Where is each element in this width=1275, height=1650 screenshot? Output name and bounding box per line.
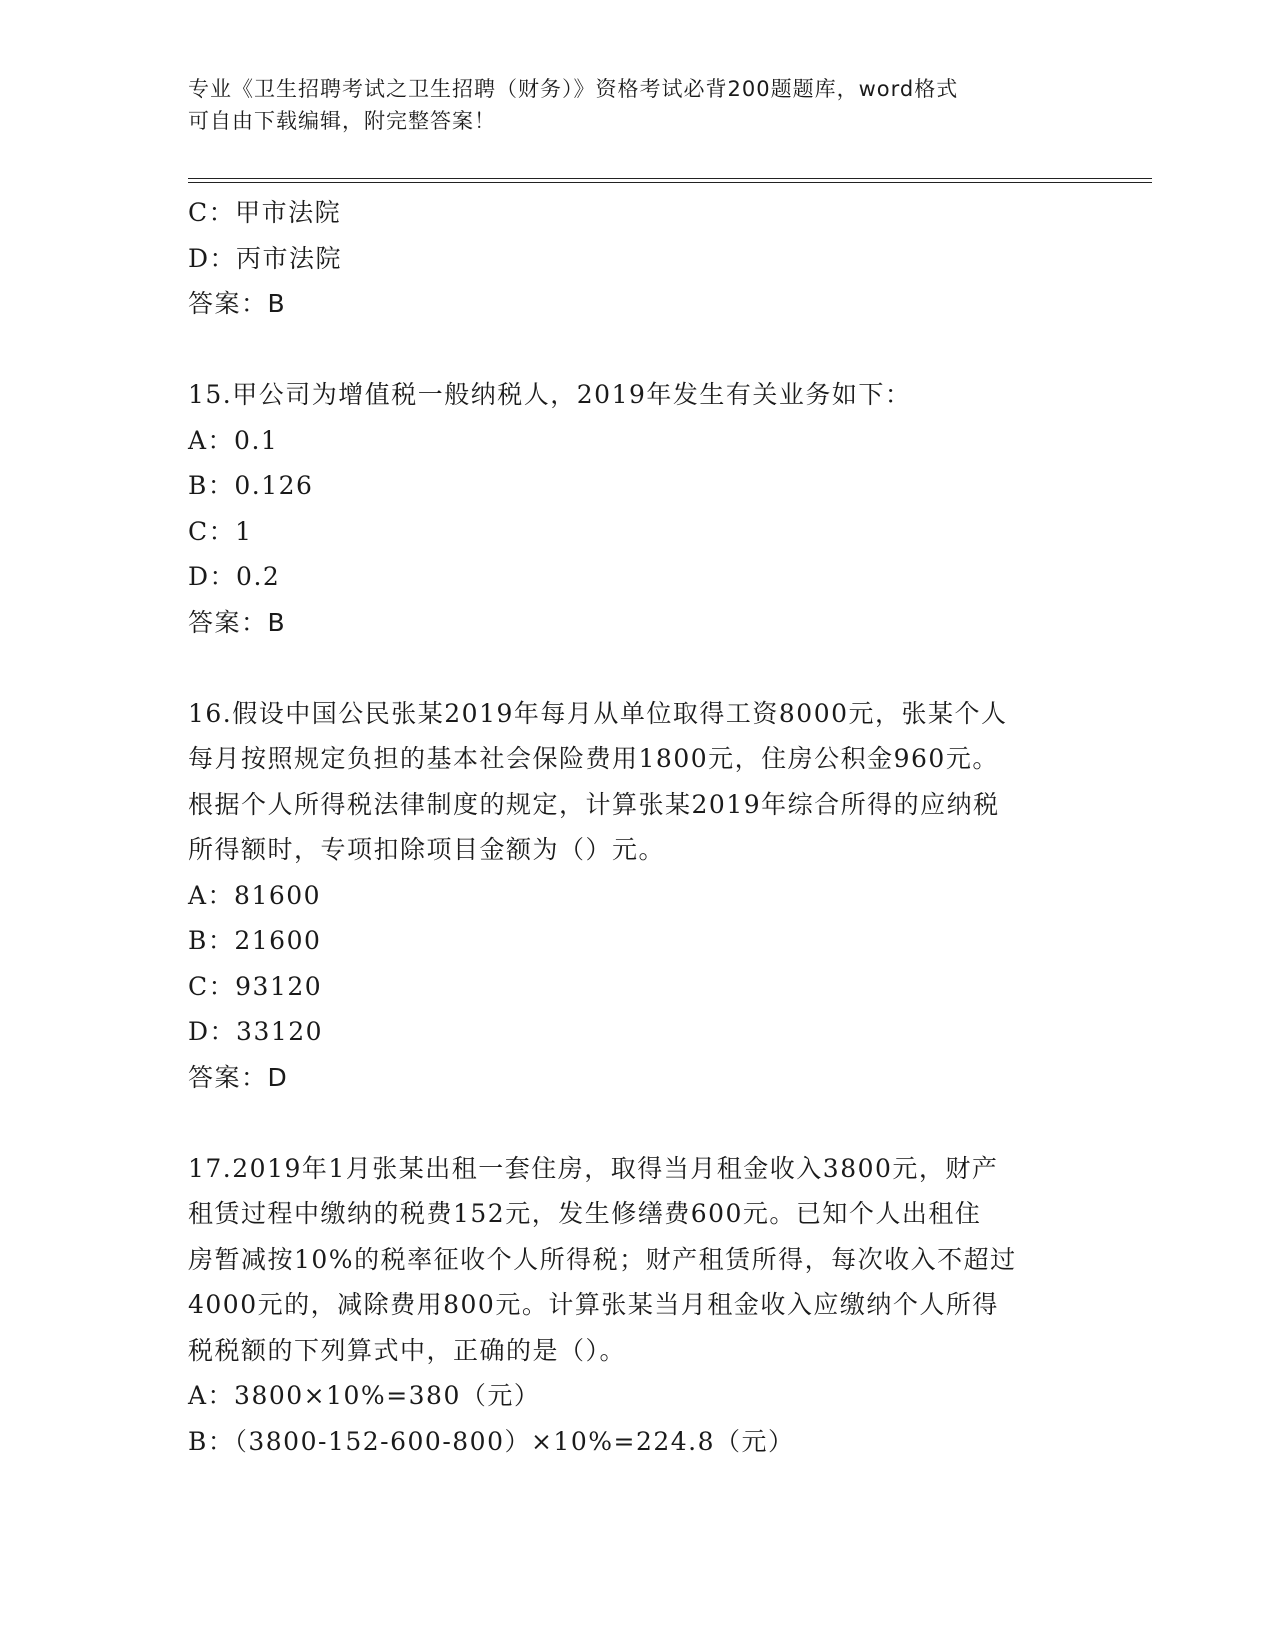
- stem-line: 房暂减按10%的税率征收个人所得税；财产租赁所得，每次收入不超过: [188, 1244, 1017, 1274]
- spacer: [188, 645, 1088, 691]
- stem-line: 税税额的下列算式中，正确的是（）。: [188, 1335, 627, 1365]
- answer-line: 答案：B: [188, 607, 287, 637]
- header-line-1: 专业《卫生招聘考试之卫生招聘（财务）》资格考试必背200题题库，word格式: [188, 77, 959, 101]
- option-b: B：（3800-152-600-800）×10%=224.8（元）: [188, 1426, 795, 1456]
- question-stem: [188, 691, 1088, 873]
- option-d: D：0.2: [188, 562, 281, 591]
- question-16: [188, 691, 1088, 1101]
- option-a: A：3800×10%=380（元）: [188, 1381, 541, 1410]
- carryover-question: [188, 190, 1088, 327]
- stem-line: 根据个人所得税法律制度的规定，计算张某2019年综合所得的应纳税: [188, 789, 1000, 819]
- question-15: [188, 372, 1088, 645]
- stem-line: 16.假设中国公民张某2019年每月从单位取得工资8000元，张某个人: [188, 698, 1008, 728]
- option-b: B：0.126: [188, 471, 314, 500]
- spacer: [188, 327, 1088, 373]
- spacer: [188, 1100, 1088, 1146]
- answer-line: 答案：B: [188, 289, 287, 318]
- option-d: D：33120: [188, 1017, 324, 1046]
- question-stem: [188, 1146, 1088, 1374]
- document-body: [188, 190, 1088, 1464]
- document-header: [188, 73, 1088, 137]
- option-c: C：甲市法院: [188, 198, 342, 227]
- stem-line: 17.2019年1月张某出租一套住房，取得当月租金收入3800元，财产: [188, 1153, 999, 1183]
- option-d: D：丙市法院: [188, 243, 343, 273]
- stem-line: 所得额时，专项扣除项目金额为（）元。: [188, 835, 666, 864]
- question-stem: [188, 372, 1088, 418]
- stem-line: 每月按照规定负担的基本社会保险费用1800元，住房公积金960元。: [188, 744, 999, 773]
- option-c: C：1: [188, 516, 253, 546]
- stem-line: 4000元的，减除费用800元。计算张某当月租金收入应缴纳个人所得: [188, 1290, 999, 1319]
- question-17: [188, 1146, 1088, 1465]
- option-a: A：0.1: [188, 425, 279, 455]
- answer-line: 答案：D: [188, 1062, 289, 1092]
- option-a: A：81600: [188, 880, 322, 910]
- stem-line: 租赁过程中缴纳的税费152元，发生修缮费600元。已知个人出租住: [188, 1199, 982, 1228]
- stem-line: 15.甲公司为增值税一般纳税人，2019年发生有关业务如下：: [188, 380, 912, 409]
- option-b: B：21600: [188, 926, 322, 955]
- header-line-2: 可自由下载编辑，附完整答案！: [188, 109, 496, 133]
- option-c: C：93120: [188, 971, 323, 1001]
- header-divider: [188, 178, 1152, 183]
